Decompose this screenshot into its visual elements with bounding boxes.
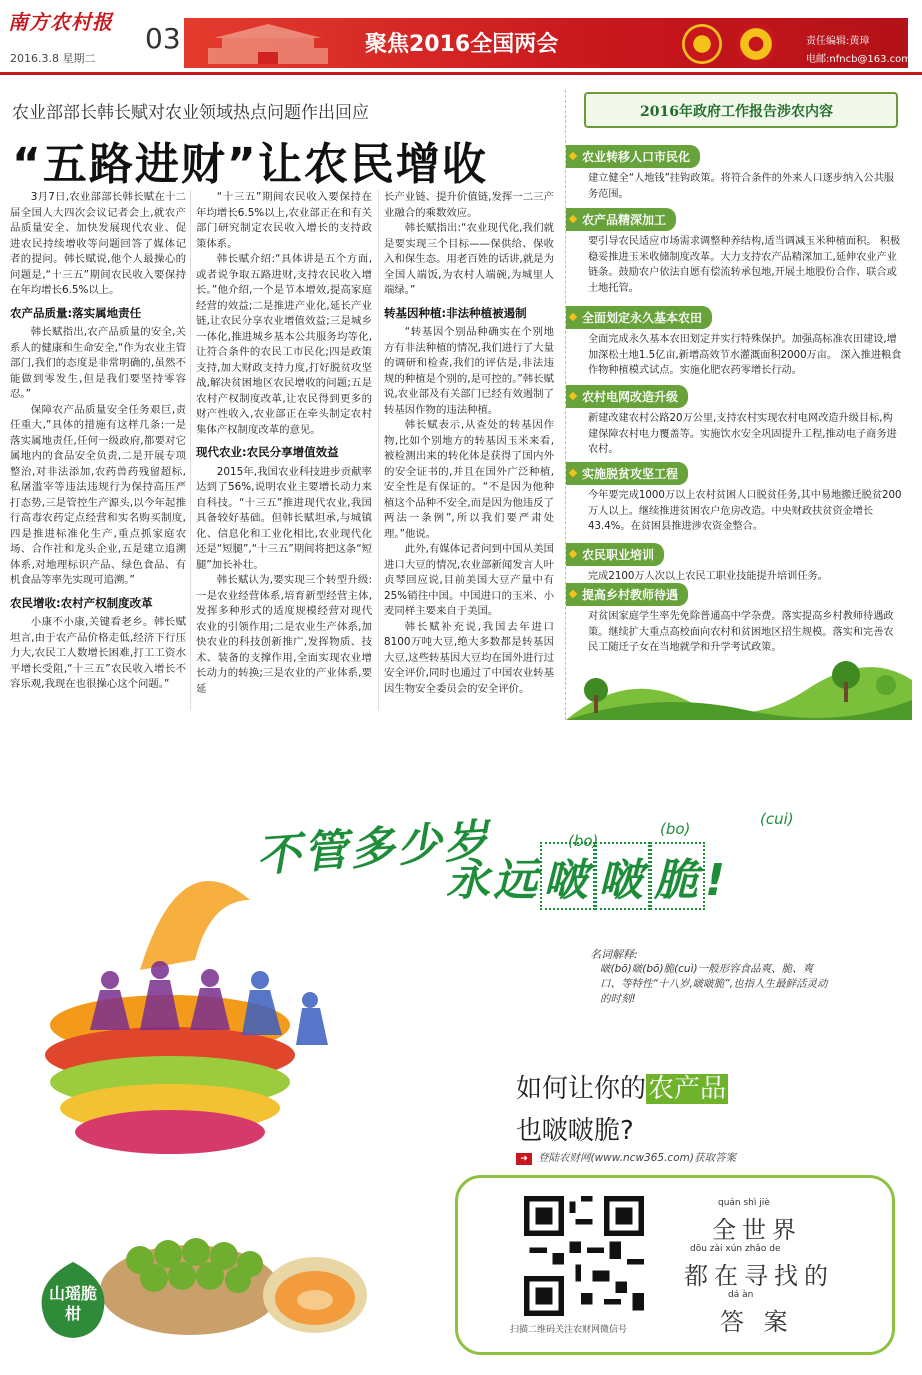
ad-source-line: [516, 1150, 736, 1165]
question-prefix: 如何让你的: [516, 1074, 647, 1104]
paragraph: 保障农产品质量安全任务艰巨,责任重大,”具体的措施有这样几条:一是落实属地责任,任何一级政府,都要对它属地内的食品安全负责,二是开展专项整治,对非法添加,农药兽药残留超标,私屠滥宰等违法违规行为保持高压严打态势,三是管控生产源头,以今年起推行高毒农药定点经营和实名购买制度,四是推进标准化生产,重点抓家庭农场、合作社和龙头企业,五是建立追溯体系,对地理标识产品、绿色食品、有机食品等率先实现可追溯。”: [10, 403, 186, 586]
arrow-right-icon: ➜: [516, 1153, 532, 1165]
question-highlight: 农产品: [648, 1074, 727, 1104]
cppcc-emblem-icon: [736, 24, 776, 64]
sidebar-item-tag: 实施脱贫攻坚工程: [566, 462, 688, 485]
banner-title: 聚焦2016全国两会: [365, 32, 559, 57]
sidebar-item-text: 全面完成永久基本农田划定并实行特殊保护。加强高标准农田建设,增加深松土地1.5亿亩,新增高效节水灌溉面积2000万亩。 深入推进粮食作物种植模式试点。实施化肥农药零增长行动。: [588, 334, 902, 376]
paragraph: 此外,有媒体记者问到中国从美国进口大豆的情况,农业部新闻发言人叶贞琴回应说,目前美国大豆产量中有25%销往中国。中国进口的玉米、小麦同样主要来自于美国。: [384, 543, 554, 617]
article-column-2: [196, 190, 372, 697]
sidebar-item-text: 对贫困家庭学生率先免除普通高中学杂费。落实提高乡村教师待遇政策。继续扩大重点高校面向农村和贫困地区招生规模。落实和完善农民工随迁子女在当地就学和升学考试政策。: [588, 611, 894, 653]
page-number: 03: [145, 22, 181, 55]
product-badge-label: 山瑶脆柑: [48, 1284, 97, 1323]
sidebar-item: [566, 145, 906, 202]
ad-note-text: 啵(bō)啵(bō)脆(cuì)一般形容食品爽、脆、爽口、等特性“十八岁,啵啵脆”,也指人生最鲜活灵动的时刻!: [600, 963, 828, 1005]
slogan2-char-bo1: 啵: [540, 842, 595, 910]
ad-question-line2: 也啵啵脆?: [516, 1116, 634, 1146]
sidebar-item-text: 要引导农民适应市场需求调整种养结构,适当调减玉米种植面积。 积极稳妥推进玉米收储制度改革。大力支持农产品精深加工,延伸农业产业链条。鼓励农户依法自愿有偿流转承包地,开展土地股份合作、联合或土地托管。: [588, 236, 901, 294]
sidebar-item: [566, 208, 906, 296]
editor-email: 电邮:nfncb@163.com: [806, 54, 912, 65]
ad-note-heading: 名词解释:: [590, 948, 638, 961]
tagline-row-1: 全世界: [712, 1216, 802, 1244]
pinyin-bo-2: (bo): [660, 820, 691, 838]
tagline-row-3: 答 案: [720, 1308, 794, 1336]
article-headline: “五路进财”让农民增收: [12, 139, 488, 190]
paragraph: 小康不小康,关键看老乡。韩长赋坦言,由于农产品价格走低,经济下行压力大,农民工人数增长困难,打工工资水平增长受阻,“十三五”农民收入增长不容乐观,我现在也很操心这个问题。”: [10, 616, 186, 690]
paragraph: 2015年,我国农业科技进步贡献率达到了56%,说明农业主要增长动力来自科技。“十三五”推进现代农业,我国具备较好基础。但韩长赋坦承,与城镇化、信息化和工业化相比,农业现代化还是“短腿”,“十三五”期间将把这条“短腿”加长补壮。: [196, 465, 372, 571]
pinyin-row-1: quán shì jiè: [718, 1198, 770, 1208]
sidebar-item: [566, 462, 906, 535]
article-column-3: [384, 190, 554, 697]
column-divider: [190, 190, 191, 710]
slogan2-prefix: 永远: [446, 855, 540, 906]
sidebar-item-tag: 农民职业培训: [566, 543, 664, 566]
sidebar-item: [566, 385, 906, 458]
slogan2-char-bo2: 啵: [595, 842, 650, 910]
sidebar-item-tag: 农产品精深加工: [566, 208, 676, 231]
header-rule: [0, 72, 922, 75]
column-divider: [378, 190, 379, 710]
masthead: 南方农村报: [8, 10, 113, 34]
qr-caption: 扫描二维码关注农财网微信号: [510, 1325, 628, 1335]
slogan2-char-cui: 脆: [650, 842, 705, 910]
section-heading: 转基因种植:非法种植被遏制: [384, 305, 527, 320]
sidebar-item-tag: 提高乡村教师待遇: [566, 583, 688, 606]
ad-slogan-line1: 不管多少岁: [254, 814, 493, 883]
pinyin-bo-1: (bo): [568, 832, 599, 850]
paragraph: 韩长赋表示,从查处的转基因作物,比如个别地方的转基因玉米来看,被检测出来的转化体是获得了国内外的安全证书的,并且在国外广泛种植,安全性是有保证的。“不是因为他种植这个品种不安全,而是因为他违反了两法一条例”,所以我们要严肃处理。”他说。: [384, 419, 554, 540]
sidebar-item: [566, 306, 906, 379]
slogan2-suffix: !: [705, 855, 729, 906]
section-heading: 农产品质量:落实属地责任: [10, 305, 142, 320]
paragraph: “转基因个别品种确实在个别地方有非法种植的情况,我们进行了大量的调研和检查,我们的评估是,非法违规的种植是个别的,是可控的。”韩长赋说,农业部及有关部门已经有效遏制了转基因作物的违法种植。: [384, 326, 554, 416]
fruit-splash-illustration: [20, 860, 340, 1180]
sidebar-item-text: 今年要完成1000万以上农村贫困人口脱贫任务,其中易地搬迁脱贫200万人以上。继续推进贫困农户危房改造。中央财政扶贫资金增长43.4%。在贫困县推进涉农资金整合。: [588, 490, 902, 532]
paragraph: 韩长赋介绍:“具体讲是五个方面,或者说争取五路进财,支持农民收入增长。”他介绍,一个是节本增效,提高家庭经营的效益;二是推进产业化,延长产业链,让农民分享农业增值效益;三是城乡一体化,推进城乡基本公共服务均等化,让符合条件的农民工市民化;四是政策支持,加大财政支持力度,打好脱贫攻坚战,解决贫困地区农民增收的问题;五是农村产权制度改革,让农民得到更多的财产性收入,农业部正在牵头制定农村集体产权制度改革的意见。: [196, 253, 372, 436]
ad-question-line1: [516, 1068, 728, 1105]
paragraph: 长产业链、提升价值链,发挥一二三产业融合的乘数效应。: [384, 191, 554, 219]
paragraph: 韩长赋补充说,我国去年进口8100万吨大豆,绝大多数都是转基因大豆,这些转基因大豆均在国外进行过安全评价,同时也通过了中国农业转基因生物安全委员会的安全评价。: [384, 620, 554, 695]
pinyin-row-2: dōu zài xún zhǎo de: [690, 1244, 781, 1254]
qr-code[interactable]: [520, 1196, 648, 1316]
sidebar-item-text: 完成2100万人次以上农民工职业技能提升培训任务。: [588, 571, 828, 582]
sidebar-item-tag: 农村电网改造升级: [566, 385, 688, 408]
sidebar-title: 2016年政府工作报告涉农内容: [640, 104, 833, 120]
produce-basket-illustration: [100, 1180, 370, 1340]
section-heading: 现代农业:农民分享增值效益: [196, 445, 339, 459]
sidebar-item-text: 新建改建农村公路20万公里,支持农村实现农村电网改造升级目标,构建保障农村电力覆盖等。实施饮水安全巩固提升工程,推动电子商务进农村。: [588, 413, 897, 455]
paragraph: 韩长赋指出,农产品质量的安全,关系人的健康和生命安全,“作为农业主管部门,我们的态度是非常明确的,虽然不能做到零发生,但是我们要坚持零容忍。”: [10, 326, 186, 400]
sidebar-item-tag: 全面划定永久基本农田: [566, 306, 712, 329]
sidebar-item-tag: 农业转移人口市民化: [566, 145, 700, 168]
article-column-1: [10, 190, 186, 693]
tagline-row-2: 都在寻找的: [684, 1262, 834, 1290]
ad-source-text: 登陆农财网(www.ncw365.com)获取答案: [538, 1152, 736, 1164]
sidebar-item: [566, 543, 906, 585]
ad-slogan-line2: [446, 842, 728, 910]
paragraph: 3月7日,农业部部长韩长赋在十二届全国人大四次会议记者会上,就农产品质量安全、加快发展现代农业、促进农民持续增收等问题回答了媒体记者的提问。韩长赋说,他个人最操心的问题是,“十三五”期间农民收入要保持在年均增长6.5%以上。: [10, 191, 186, 296]
paragraph: 韩长赋认为,要实现三个转型升级:一是农业经营体系,培育新型经营主体,发挥多种形式的适度规模经营对现代农业的引领作用;二是农业生产体系,加快农业的科技创新推广,发挥物质、技术、装备的支撑作用,全面实现农业增长动力的转换;三是农业的产业体系,要延: [196, 574, 372, 695]
editor-credit: 责任编辑:黄璋: [806, 36, 870, 47]
sidebar-item-text: 建立健全“人地钱”挂钩政策。将符合条件的外来人口逐步纳入公共服务范围。: [588, 173, 894, 200]
article-subtitle: 农业部部长韩长赋对农业领域热点问题作出回应: [12, 103, 369, 123]
paragraph: “十三五”期间农民收入要保持在年均增长6.5%以上,农业部正在和有关部门研究制定农民收入增长的支持政策体系。: [196, 191, 372, 250]
issue-date: 2016.3.8 星期二: [10, 52, 96, 65]
pinyin-row-3: dá àn: [728, 1290, 754, 1300]
tiananmen-illustration: [198, 22, 338, 66]
pinyin-cui: (cui): [760, 810, 794, 828]
paragraph: 韩长赋指出:“农业现代化,我们就是要实现三个目标——保供给、保收入和保生态。用老百姓的话讲,就是为全国人端饭,为农村人端碗,为城里人端绿。”: [384, 222, 554, 296]
section-heading: 农民增收:农村产权制度改革: [10, 595, 153, 610]
green-hills-illustration: [566, 640, 912, 720]
national-emblem-icon: [682, 24, 722, 64]
